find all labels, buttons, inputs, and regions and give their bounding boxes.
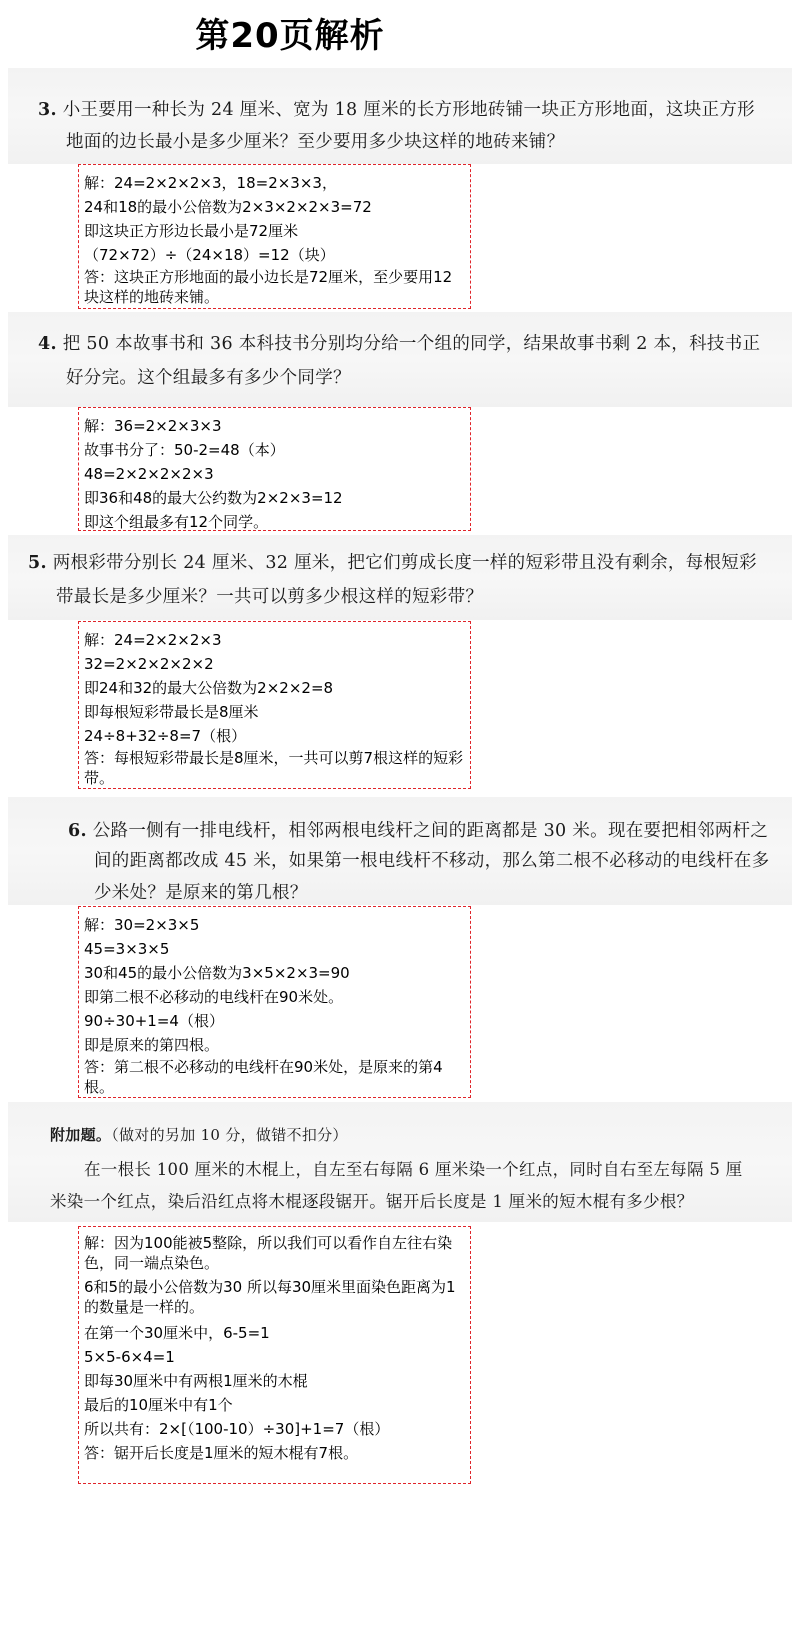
answer-line: 解：36=2×2×3×3	[84, 417, 222, 435]
bonus-title: 附加题。	[50, 1126, 112, 1144]
question-6-scan	[8, 797, 792, 905]
question-3-scan	[8, 68, 792, 164]
question-3-number: 3.	[38, 100, 57, 120]
question-5-answer-box	[78, 621, 471, 789]
question-3-answer-box	[78, 164, 471, 309]
bonus-text-1: 在一根长 100 厘米的木棍上，自左至右每隔 6 厘米染一个红点，同时自右至左每隔 5 厘	[84, 1160, 743, 1179]
question-4-text-2: 好分完。这个组最多有多少个同学？	[66, 368, 351, 388]
question-5-text-2: 带最长是多少厘米？一共可以剪多少根这样的短彩带？	[56, 587, 484, 607]
answer-line: 所以共有：2×[（100-10）÷30]+1=7（根）	[84, 1420, 390, 1438]
question-3-line-1	[38, 96, 755, 121]
answer-line: 故事书分了：50-2=48（本）	[84, 441, 285, 459]
question-6-text-3: 少米处？是原来的第几根？	[94, 883, 308, 903]
answer-line: 在第一个30厘米中，6-5=1	[84, 1324, 270, 1342]
question-3-text-2: 地面的边长最小是多少厘米？至少要用多少块这样的地砖来铺？	[66, 132, 565, 152]
question-5-scan	[8, 535, 792, 620]
bonus-answer-box	[78, 1226, 471, 1484]
answer-line: 解：24=2×2×2×3，18=2×3×3，	[84, 174, 337, 192]
answer-line: 答：第二根不必移动的电线杆在90米处，是原来的第4根。	[84, 1058, 443, 1096]
page-title: 第20页解析	[195, 16, 385, 56]
answer-line: 32=2×2×2×2×2	[84, 655, 214, 673]
question-3-text-1: 小王要用一种长为 24 厘米、宽为 18 厘米的长方形地砖铺一块正方形地面，这块正方形	[62, 100, 755, 120]
answer-line: 即第二根不必移动的电线杆在90米处。	[84, 988, 344, 1006]
question-5-line-1	[28, 549, 757, 574]
question-5-number: 5.	[28, 553, 47, 573]
answer-line: 即是原来的第四根。	[84, 1036, 220, 1054]
answer-line: 即24和32的最大公倍数为2×2×2=8	[84, 679, 334, 697]
question-4-text-1: 把 50 本故事书和 36 本科技书分别均分给一个组的同学，结果故事书剩 2 本，科技书正	[62, 334, 761, 354]
answer-line: 解：因为100能被5整除，所以我们可以看作自左往右染色，同一端点染色。	[84, 1234, 453, 1272]
answer-line: 30和45的最小公倍数为3×5×2×3=90	[84, 964, 350, 982]
bonus-heading	[50, 1124, 348, 1145]
answer-line: 90÷30+1=4（根）	[84, 1012, 224, 1030]
question-4-number: 4.	[38, 334, 57, 354]
question-6-answer-box	[78, 906, 471, 1098]
question-6-text-1: 公路一侧有一排电线杆，相邻两根电线杆之间的距离都是 30 米。现在要把相邻两杆之	[92, 821, 769, 841]
question-5-text-1: 两根彩带分别长 24 厘米、32 厘米，把它们剪成长度一样的短彩带且没有剩余，每根短彩	[52, 553, 757, 573]
answer-line: （72×72）÷（24×18）=12（块）	[84, 246, 335, 264]
answer-line: 答：每根短彩带最长是8厘米，一共可以剪7根这样的短彩带。	[84, 749, 464, 787]
answer-line: 即每30厘米中有两根1厘米的木棍	[84, 1372, 308, 1390]
answer-line: 即这块正方形边长最小是72厘米	[84, 222, 299, 240]
answer-line: 24和18的最小公倍数为2×3×2×2×3=72	[84, 198, 372, 216]
answer-line: 解：24=2×2×2×3	[84, 631, 222, 649]
answer-line: 6和5的最小公倍数为30 所以每30厘米里面染色距离为1的数量是一样的。	[84, 1278, 456, 1316]
answer-line: 5×5-6×4=1	[84, 1348, 175, 1366]
question-6-text-2: 间的距离都改成 45 米，如果第一根电线杆不移动，那么第二根不必移动的电线杆在多	[94, 851, 770, 871]
bonus-text-2: 米染一个红点，染后沿红点将木棍逐段锯开。锯开后长度是 1 厘米的短木棍有多少根？	[50, 1192, 694, 1211]
question-4-scan	[8, 312, 792, 407]
answer-line: 答：这块正方形地面的最小边长是72厘米，至少要用12块这样的地砖来铺。	[84, 268, 453, 306]
question-6-number: 6.	[68, 821, 87, 841]
answer-line: 45=3×3×5	[84, 940, 170, 958]
bonus-scan	[8, 1102, 792, 1222]
question-4-line-1	[38, 330, 760, 355]
answer-line: 即36和48的最大公约数为2×2×3=12	[84, 489, 343, 507]
answer-line: 即这个组最多有12个同学。	[84, 513, 269, 531]
answer-line: 解：30=2×3×5	[84, 916, 200, 934]
answer-line: 最后的10厘米中有1个	[84, 1396, 233, 1414]
answer-line: 48=2×2×2×2×3	[84, 465, 214, 483]
question-6-line-1	[68, 817, 768, 842]
answer-line: 24÷8+32÷8=7（根）	[84, 727, 247, 745]
answer-line: 答：锯开后长度是1厘米的短木棍有7根。	[84, 1444, 359, 1462]
answer-line: 即每根短彩带最长是8厘米	[84, 703, 259, 721]
bonus-note: （做对的另加 10 分，做错不扣分）	[111, 1126, 348, 1144]
question-4-answer-box	[78, 407, 471, 531]
